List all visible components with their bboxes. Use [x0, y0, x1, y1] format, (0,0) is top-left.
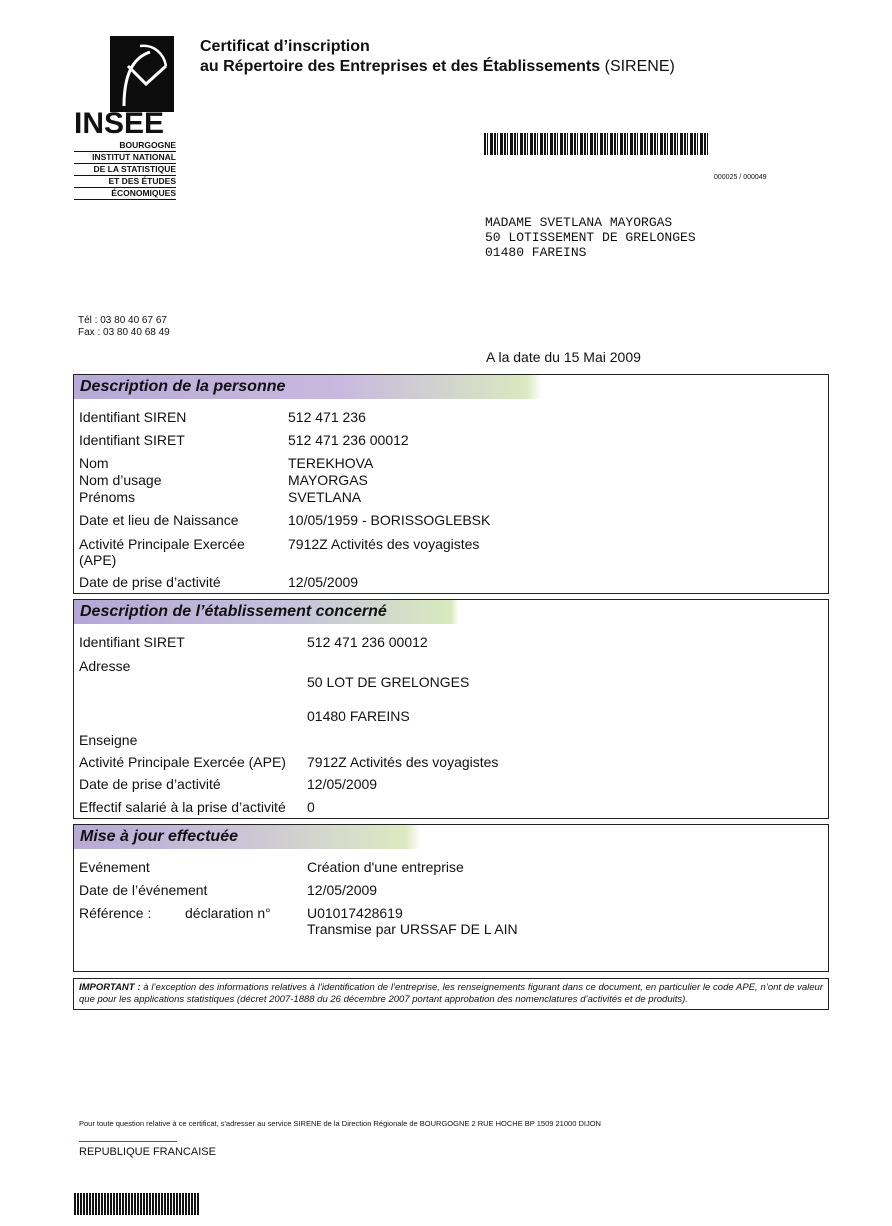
field-label: Effectif salarié à la prise d’activité	[79, 799, 286, 815]
important-lead: IMPORTANT :	[79, 982, 141, 993]
barcode-icon	[74, 1193, 200, 1215]
section-heading	[74, 825, 828, 849]
contact-info	[78, 315, 170, 339]
field-label: Date de prise d’activité	[79, 776, 221, 792]
title-line-1: Certificat d’inscription	[200, 38, 370, 55]
section-heading	[74, 600, 828, 624]
field-value: 0	[307, 799, 315, 815]
fax-number: Fax : 03 80 40 68 49	[78, 327, 170, 338]
logo-line: DE LA STATISTIQUE	[74, 164, 176, 176]
footer-republique: REPUBLIQUE FRANCAISE	[79, 1146, 216, 1158]
field-label: Date de l’événement	[79, 882, 208, 898]
section-heading-text: Description de l’établissement concerné	[80, 603, 387, 620]
footer-contact: Pour toute question relative à ce certificat, s'adresser au service SIRENE de la Direction Régionale de BOURGOGNE 2 RUE HOCHE BP 1509 21000 DIJON	[79, 1119, 601, 1128]
certificate-date: A la date du 15 Mai 2009	[486, 349, 641, 365]
important-text: à l’exception des informations relatives à l’identification de l’entreprise, les renseignements figurant dans ce document, en particulier le code APE, n’ont de valeur que pour les applications statistiques (décret 2007-1888 du 26 décembre 2007 portant approbation des nomenclatures d’activités et de produits).	[79, 982, 823, 1005]
logo-subtitle	[74, 140, 176, 200]
field-value: SVETLANA	[288, 489, 362, 505]
title-line-2-main: au Répertoire des Entreprises et des Établissements	[200, 58, 601, 75]
field-label: Date de prise d’activité	[79, 574, 221, 590]
important-notice	[73, 978, 829, 1010]
field-label: Nom d’usage	[79, 472, 162, 488]
section-heading	[74, 375, 828, 399]
field-value: 50 LOT DE GRELONGES	[307, 674, 470, 690]
field-label: Identifiant SIREN	[79, 409, 187, 425]
logo-line: ET DES ÉTUDES	[74, 176, 176, 188]
field-value: TEREKHOVA	[288, 455, 374, 471]
barcode-icon	[484, 133, 710, 155]
field-label: Nom	[79, 455, 109, 471]
recipient-line: MADAME SVETLANA MAYORGAS	[485, 215, 673, 230]
title-line-2-suffix: (SIRENE)	[604, 58, 675, 75]
document-title	[200, 37, 675, 77]
section-heading-text: Description de la personne	[80, 378, 286, 395]
section-personne	[73, 374, 829, 594]
field-value: 7912Z Activités des voyagistes	[307, 754, 499, 770]
field-label: déclaration n°	[185, 905, 271, 921]
logo-line: BOURGOGNE	[74, 140, 176, 152]
field-value: Transmise par URSSAF DE L AIN	[307, 921, 518, 937]
insee-logo-icon	[110, 36, 174, 112]
field-label: Activité Principale Exercée (APE)	[79, 754, 286, 770]
field-label: Evénement	[79, 859, 150, 875]
logo-line: INSTITUT NATIONAL	[74, 152, 176, 164]
field-value: 512 471 236 00012	[288, 432, 409, 448]
field-value: U01017428619	[307, 905, 403, 921]
divider	[79, 1141, 177, 1142]
phone-number: Tél : 03 80 40 67 67	[78, 315, 167, 326]
field-value: 12/05/2009	[307, 776, 378, 792]
field-label: Identifiant SIRET	[79, 432, 185, 448]
field-value: 01480 FAREINS	[307, 708, 410, 724]
section-etablissement	[73, 599, 829, 819]
field-value: MAYORGAS	[288, 472, 368, 488]
logo-line: ÉCONOMIQUES	[74, 188, 176, 200]
field-label: (APE)	[79, 552, 117, 568]
field-label: Activité Principale Exercée	[79, 536, 245, 552]
field-value: 10/05/1959 - BORISSOGLEBSK	[288, 512, 491, 528]
recipient-address	[485, 215, 696, 260]
title-line-2	[200, 57, 675, 77]
field-value: 7912Z Activités des voyagistes	[288, 536, 480, 552]
logo-wordmark: INSEE	[74, 107, 165, 140]
field-label: Identifiant SIRET	[79, 634, 185, 650]
recipient-line: 50 LOTISSEMENT DE GRELONGES	[485, 230, 696, 245]
section-heading-text: Mise à jour effectuée	[80, 828, 238, 845]
field-label: Adresse	[79, 658, 131, 674]
field-value: 12/05/2009	[288, 574, 359, 590]
field-label: Date et lieu de Naissance	[79, 512, 239, 528]
field-label: Référence :	[79, 905, 152, 921]
document-reference: 000025 / 000049	[714, 174, 767, 181]
field-value: 512 471 236	[288, 409, 366, 425]
field-value: 512 471 236 00012	[307, 634, 428, 650]
section-mise-a-jour	[73, 824, 829, 972]
field-label: Enseigne	[79, 732, 138, 748]
field-label: Prénoms	[79, 489, 136, 505]
field-value: Création d'une entreprise	[307, 859, 464, 875]
field-value: 12/05/2009	[307, 882, 378, 898]
recipient-line: 01480 FAREINS	[485, 245, 587, 260]
